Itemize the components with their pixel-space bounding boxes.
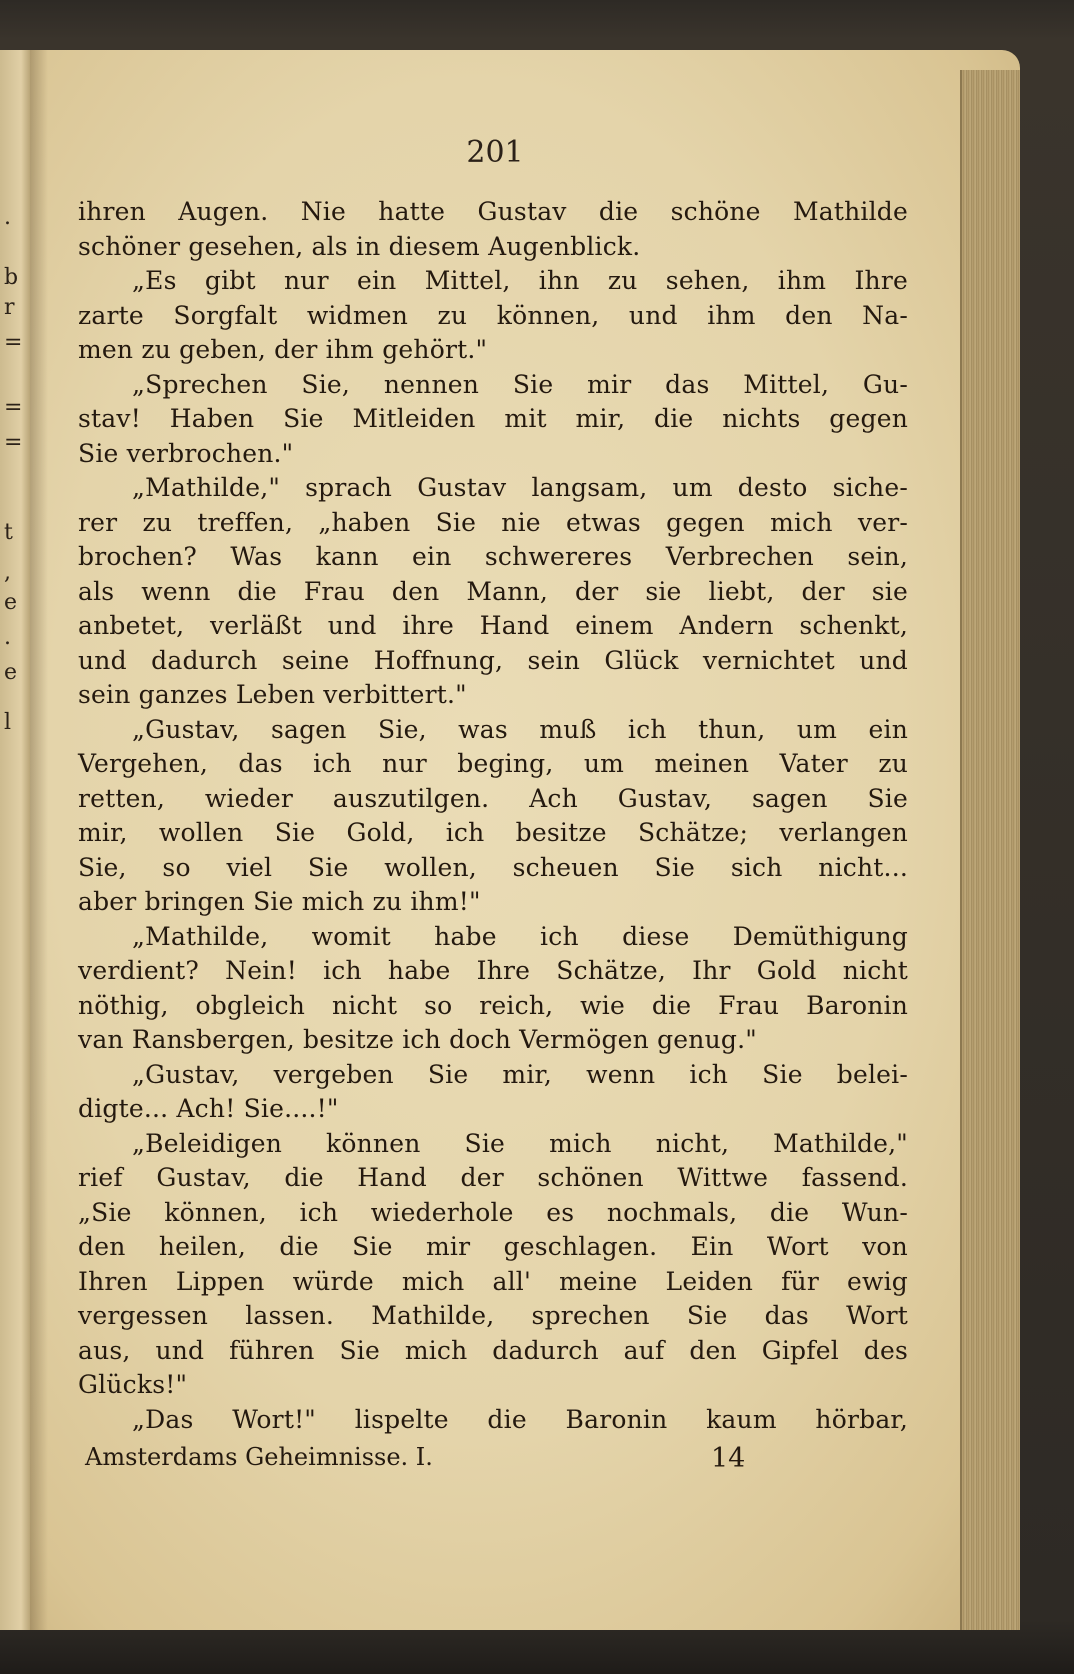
- text-line: rief Gustav, die Hand der schönen Wittwe fassend.: [78, 1163, 908, 1192]
- text-line: stav! Haben Sie Mitleiden mit mir, die nichts gegen: [78, 404, 908, 433]
- margin-fragment: b: [4, 265, 19, 290]
- margin-fragment: e: [4, 590, 18, 615]
- text-line: „Beleidigen können Sie mich nicht, Mathilde,": [132, 1128, 908, 1158]
- text-line: „Gustav, vergeben Sie mir, wenn ich Sie belei-: [132, 1059, 908, 1089]
- text-line: Ihren Lippen würde mich all' meine Leiden für ewig: [78, 1266, 908, 1296]
- text-line: „Sprechen Sie, nennen Sie mir das Mittel, Gu-: [132, 369, 908, 399]
- text-line: brochen? Was kann ein schwereres Verbrechen sein,: [78, 542, 908, 571]
- margin-fragment: .: [4, 625, 11, 650]
- text-line: schöner gesehen, als in diesem Augenblick.: [78, 231, 641, 261]
- margin-fragment: l: [4, 710, 12, 735]
- text-line: digte... Ach! Sie....!": [78, 1094, 339, 1123]
- body-text: [78, 195, 908, 1437]
- text-line: anbetet, verläßt und ihre Hand einem Andern schenkt,: [78, 611, 908, 640]
- page-number: 201: [466, 135, 524, 170]
- text-line: Vergehen, das ich nur beging, um meinen Vater zu: [78, 749, 908, 778]
- text-line: vergessen lassen. Mathilde, sprechen Sie das Wort: [78, 1301, 908, 1330]
- facing-page-edge: [0, 50, 30, 1630]
- text-line: retten, wieder auszutilgen. Ach Gustav, sagen Sie: [78, 783, 908, 813]
- text-line: und dadurch seine Hoffnung, sein Glück vernichtet und: [78, 645, 908, 675]
- margin-fragment: r: [4, 295, 15, 320]
- page-fore-edge: [960, 70, 1020, 1630]
- margin-fragment: =: [4, 330, 23, 355]
- text-line: als wenn die Frau den Mann, der sie liebt, der sie: [78, 576, 908, 606]
- text-line: zarte Sorgfalt widmen zu können, und ihm den Na-: [78, 300, 908, 330]
- text-line: van Ransbergen, besitze ich doch Vermögen genug.": [78, 1025, 757, 1054]
- text-line: men zu geben, der ihm gehört.": [78, 335, 488, 364]
- text-line: den heilen, die Sie mir geschlagen. Ein Wort von: [78, 1232, 908, 1261]
- page-footer: [85, 1443, 905, 1477]
- margin-fragment: t: [4, 520, 13, 545]
- text-line: „Sie können, ich wiederhole es nochmals, die Wun-: [78, 1197, 908, 1227]
- text-line: „Mathilde, womit habe ich diese Demüthigung: [132, 921, 908, 951]
- text-line: „Mathilde," sprach Gustav langsam, um desto siche-: [132, 473, 908, 502]
- footer-signature: Amsterdams Geheimnisse. I.: [85, 1443, 433, 1471]
- text-line: Glücks!": [78, 1370, 188, 1399]
- margin-fragment: =: [4, 430, 23, 455]
- text-line: aber bringen Sie mich zu ihm!": [78, 887, 481, 916]
- text-line: Sie verbrochen.": [78, 438, 294, 468]
- text-line: aus, und führen Sie mich dadurch auf den Gipfel des: [78, 1335, 908, 1365]
- text-line: „Es gibt nur ein Mittel, ihn zu sehen, ihm Ihre: [132, 266, 908, 295]
- gutter-shadow: [30, 50, 48, 1630]
- text-line: mir, wollen Sie Gold, ich besitze Schätze; verlangen: [78, 818, 908, 847]
- sheet-number: 14: [711, 1443, 746, 1474]
- text-line: rer zu treffen, „haben Sie nie etwas gegen mich ver-: [78, 507, 908, 537]
- text-line: sein ganzes Leben verbittert.": [78, 680, 467, 709]
- margin-fragment: ,: [4, 560, 11, 585]
- text-line: ihren Augen. Nie hatte Gustav die schöne Mathilde: [78, 197, 908, 226]
- margin-fragment: .: [4, 205, 11, 230]
- margin-fragment: =: [4, 395, 23, 420]
- text-line: „Das Wort!" lispelte die Baronin kaum hörbar,: [132, 1404, 908, 1434]
- book-page: [30, 50, 1020, 1630]
- text-line: nöthig, obgleich nicht so reich, wie die Frau Baronin: [78, 990, 908, 1020]
- margin-fragment: e: [4, 660, 18, 685]
- text-line: verdient? Nein! ich habe Ihre Schätze, Ihr Gold nicht: [78, 956, 908, 985]
- text-line: „Gustav, sagen Sie, was muß ich thun, um ein: [132, 714, 908, 744]
- text-line: Sie, so viel Sie wollen, scheuen Sie sich nicht...: [78, 852, 908, 882]
